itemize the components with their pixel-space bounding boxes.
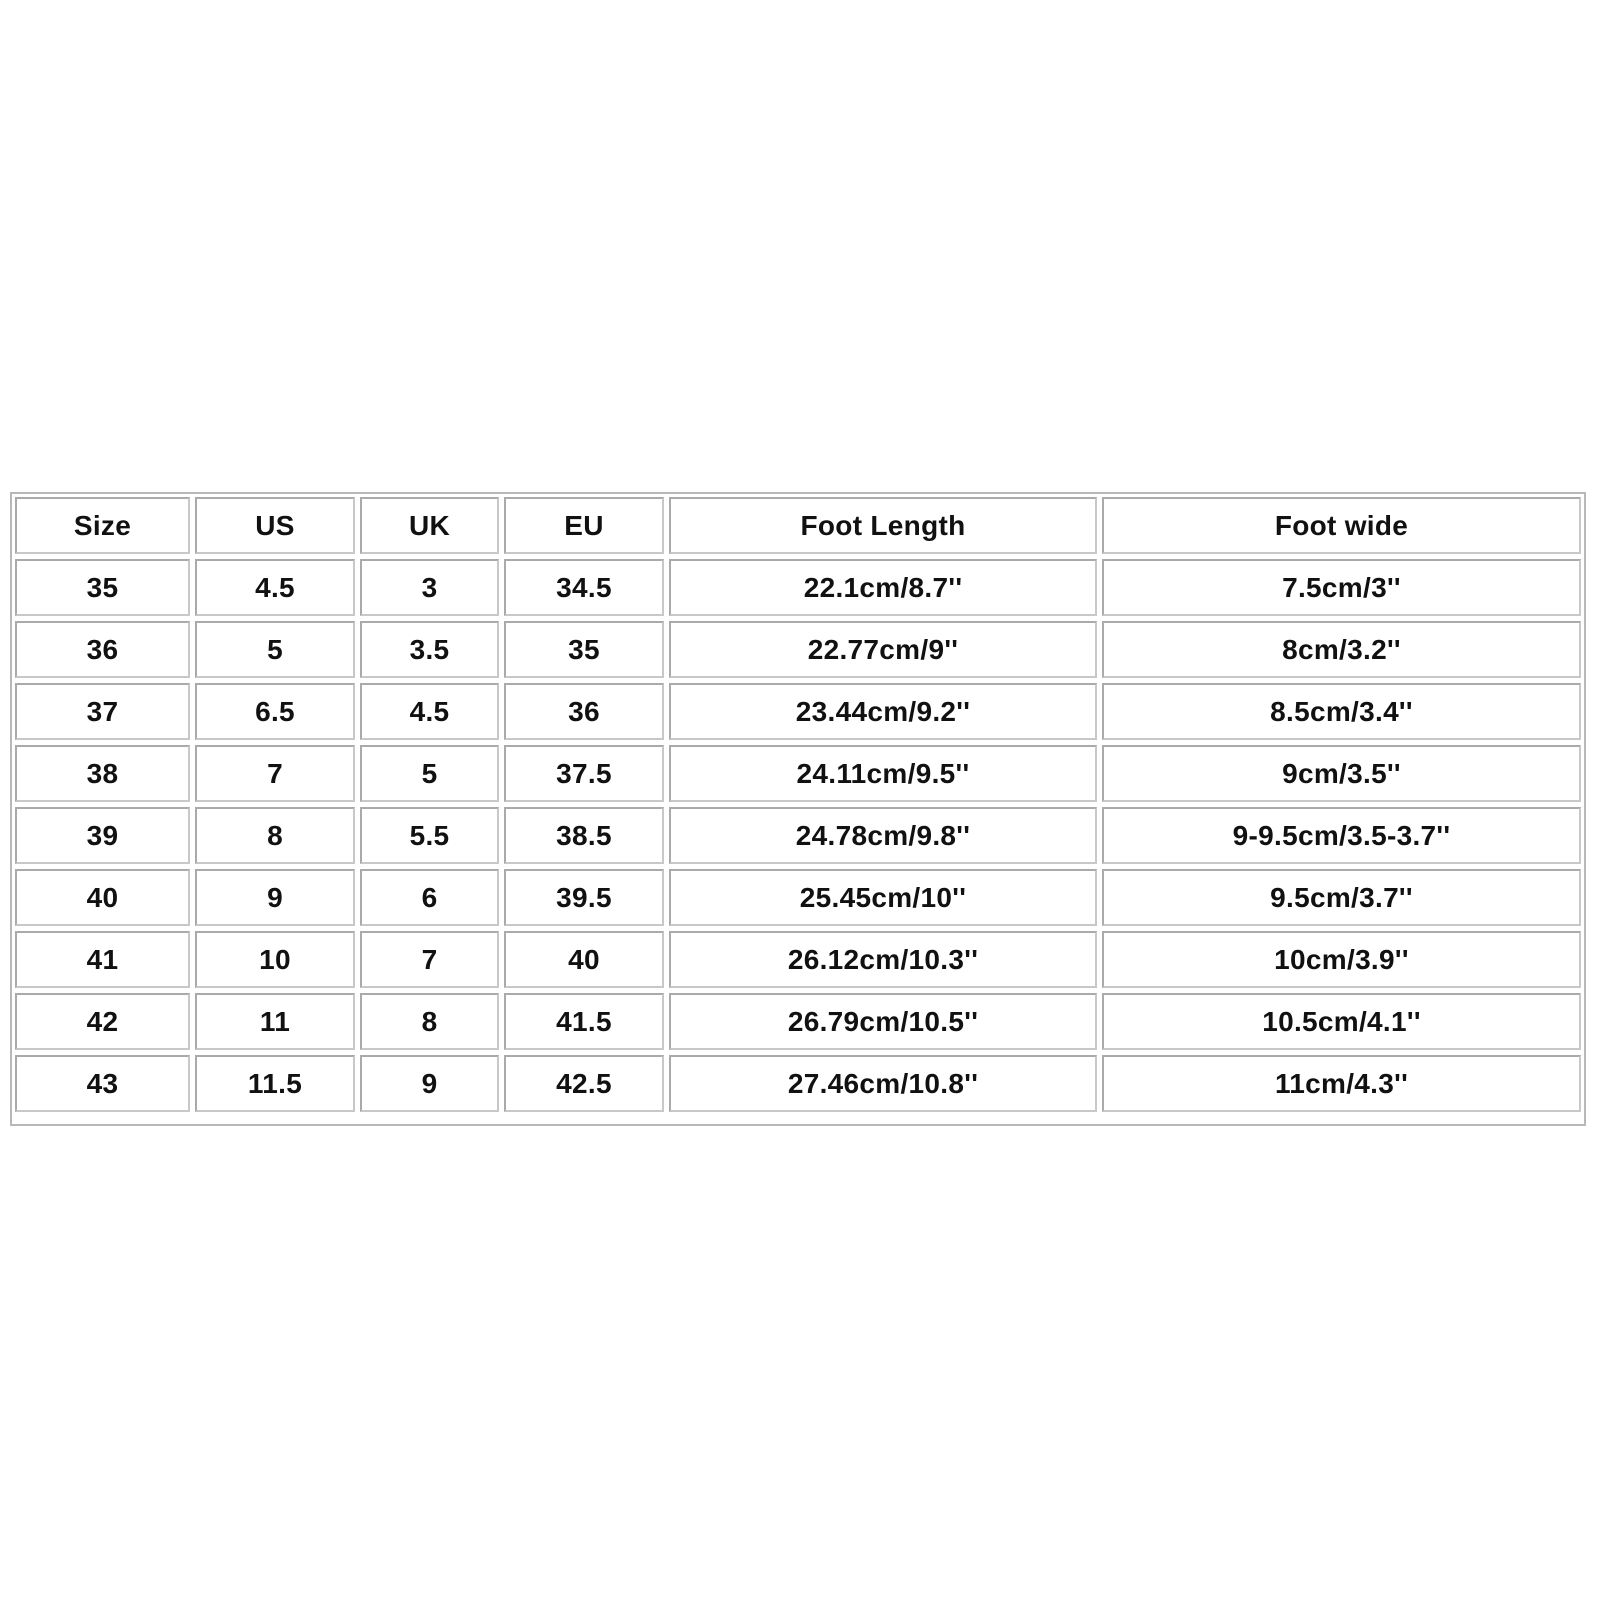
cell-foot-length: 25.45cm/10'' bbox=[669, 869, 1097, 926]
cell-us: 11.5 bbox=[195, 1055, 355, 1112]
cell-foot-length: 23.44cm/9.2'' bbox=[669, 683, 1097, 740]
cell-eu: 37.5 bbox=[504, 745, 664, 802]
cell-foot-wide: 11cm/4.3'' bbox=[1102, 1055, 1581, 1112]
header-foot-wide: Foot wide bbox=[1102, 497, 1581, 554]
table-row bbox=[15, 559, 1581, 616]
size-chart-table bbox=[10, 492, 1586, 1117]
cell-eu: 41.5 bbox=[504, 993, 664, 1050]
header-foot-length: Foot Length bbox=[669, 497, 1097, 554]
header-size: Size bbox=[15, 497, 190, 554]
cell-size: 40 bbox=[15, 869, 190, 926]
cell-eu: 34.5 bbox=[504, 559, 664, 616]
table-row bbox=[15, 1055, 1581, 1112]
cell-size: 36 bbox=[15, 621, 190, 678]
cell-us: 4.5 bbox=[195, 559, 355, 616]
cell-uk: 9 bbox=[360, 1055, 499, 1112]
cell-foot-wide: 9cm/3.5'' bbox=[1102, 745, 1581, 802]
cell-size: 39 bbox=[15, 807, 190, 864]
table-row bbox=[15, 621, 1581, 678]
cell-eu: 38.5 bbox=[504, 807, 664, 864]
cell-foot-length: 27.46cm/10.8'' bbox=[669, 1055, 1097, 1112]
cell-foot-wide: 8cm/3.2'' bbox=[1102, 621, 1581, 678]
cell-size: 41 bbox=[15, 931, 190, 988]
cell-uk: 5.5 bbox=[360, 807, 499, 864]
cell-uk: 6 bbox=[360, 869, 499, 926]
cell-foot-wide: 7.5cm/3'' bbox=[1102, 559, 1581, 616]
cell-size: 38 bbox=[15, 745, 190, 802]
cell-foot-wide: 9.5cm/3.7'' bbox=[1102, 869, 1581, 926]
table-row bbox=[15, 993, 1581, 1050]
cell-uk: 5 bbox=[360, 745, 499, 802]
cell-foot-length: 24.78cm/9.8'' bbox=[669, 807, 1097, 864]
cell-foot-wide: 10.5cm/4.1'' bbox=[1102, 993, 1581, 1050]
cell-us: 11 bbox=[195, 993, 355, 1050]
cell-eu: 39.5 bbox=[504, 869, 664, 926]
header-row bbox=[15, 497, 1581, 554]
cell-uk: 3.5 bbox=[360, 621, 499, 678]
cell-uk: 3 bbox=[360, 559, 499, 616]
cell-us: 9 bbox=[195, 869, 355, 926]
cell-us: 10 bbox=[195, 931, 355, 988]
cell-foot-length: 24.11cm/9.5'' bbox=[669, 745, 1097, 802]
cell-us: 8 bbox=[195, 807, 355, 864]
cell-us: 7 bbox=[195, 745, 355, 802]
cell-eu: 35 bbox=[504, 621, 664, 678]
cell-uk: 8 bbox=[360, 993, 499, 1050]
size-chart-frame bbox=[10, 492, 1586, 1126]
cell-foot-length: 26.12cm/10.3'' bbox=[669, 931, 1097, 988]
cell-foot-length: 22.1cm/8.7'' bbox=[669, 559, 1097, 616]
cell-foot-wide: 8.5cm/3.4'' bbox=[1102, 683, 1581, 740]
table-row bbox=[15, 807, 1581, 864]
cell-uk: 7 bbox=[360, 931, 499, 988]
cell-eu: 36 bbox=[504, 683, 664, 740]
cell-eu: 40 bbox=[504, 931, 664, 988]
cell-foot-length: 22.77cm/9'' bbox=[669, 621, 1097, 678]
header-uk: UK bbox=[360, 497, 499, 554]
header-us: US bbox=[195, 497, 355, 554]
cell-foot-wide: 9-9.5cm/3.5-3.7'' bbox=[1102, 807, 1581, 864]
cell-size: 43 bbox=[15, 1055, 190, 1112]
cell-us: 6.5 bbox=[195, 683, 355, 740]
cell-foot-wide: 10cm/3.9'' bbox=[1102, 931, 1581, 988]
cell-eu: 42.5 bbox=[504, 1055, 664, 1112]
table-row bbox=[15, 683, 1581, 740]
table-row bbox=[15, 869, 1581, 926]
cell-us: 5 bbox=[195, 621, 355, 678]
cell-size: 37 bbox=[15, 683, 190, 740]
cell-size: 42 bbox=[15, 993, 190, 1050]
cell-uk: 4.5 bbox=[360, 683, 499, 740]
table-row bbox=[15, 745, 1581, 802]
cell-size: 35 bbox=[15, 559, 190, 616]
table-row bbox=[15, 931, 1581, 988]
cell-foot-length: 26.79cm/10.5'' bbox=[669, 993, 1097, 1050]
header-eu: EU bbox=[504, 497, 664, 554]
